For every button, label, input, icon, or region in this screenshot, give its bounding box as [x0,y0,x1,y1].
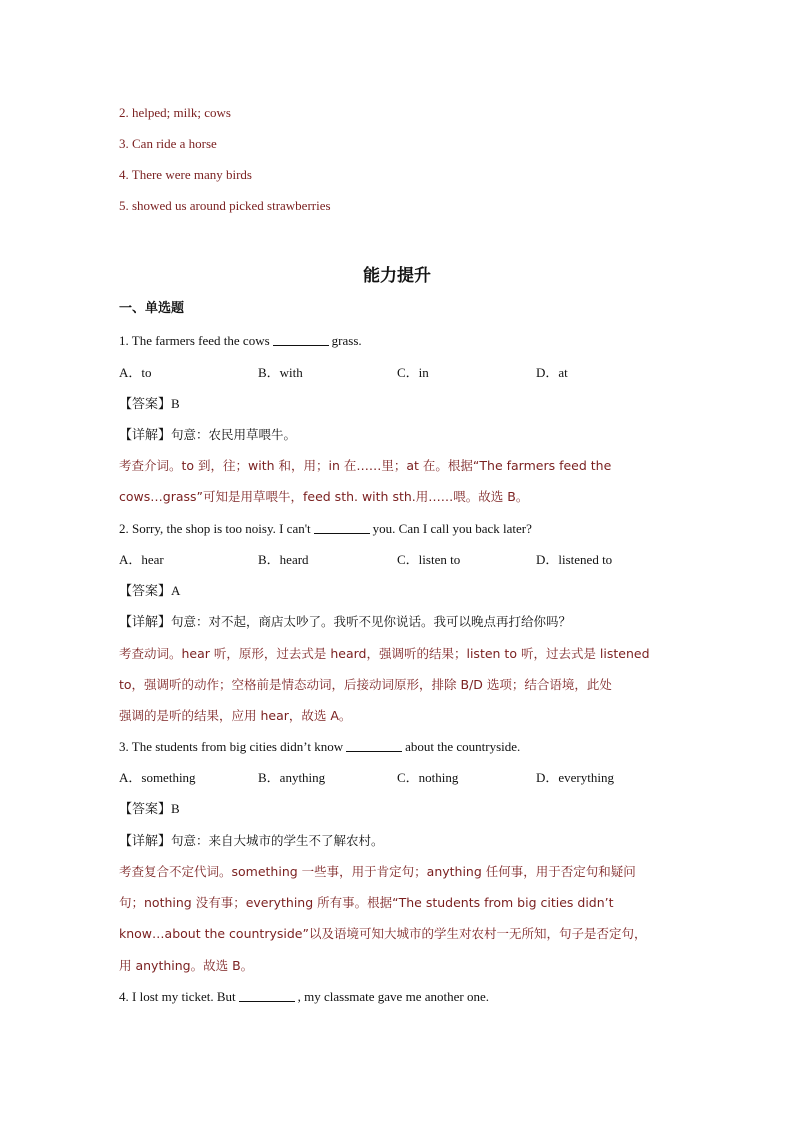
answer-label: 【答案】 [119,397,172,412]
q2-option-c: C．listen to [397,552,461,567]
q3-detail-1: 【详解】句意：来自大城市的学生不了解农村。 [119,833,384,849]
q2-option-a: A．hear [119,552,164,567]
q3-answer: 【答案】B [119,801,180,817]
q2-answer: 【答案】A [119,583,181,599]
question-4-stem: 4. I lost my ticket. But , my classmate gave me another one. [119,989,489,1004]
prev-answer-4: 4. There were many birds [119,167,252,182]
subsection-title: 一、单选题 [119,301,185,316]
detail-label: 【详解】 [119,428,172,443]
q2-detail-2: 考查动词。hear 听，原形，过去式是 heard，强调听的结果；listen to 听，过去式是 listened [119,646,650,661]
question-2-stem: 2. Sorry, the shop is too noisy. I can't you. Can I call you back later? [119,521,532,536]
answer-blank [346,739,402,752]
question-3-stem: 3. The students from big cities didn’t know about the countryside. [119,739,521,754]
q3-detail-3: 句；nothing 没有事；everything 所有事。根据“The students from big cities didn’t [119,895,614,910]
q2-option-d: D．listened to [536,552,613,567]
q3-option-c: C．nothing [397,770,459,785]
q2-detail-4: 强调的是听的结果，应用 hear，故选 A。 [119,708,352,723]
q1-detail-1: 【详解】句意：农民用草喂牛。 [119,427,297,443]
q1-answer: 【答案】B [119,396,180,412]
q1-detail-3: cows…grass”可知是用草喂牛，feed sth. with sth.用……喂。故选 B。 [119,489,529,504]
prev-answer-3: 3. Can ride a horse [119,136,217,151]
answer-blank [239,989,295,1002]
q1-option-a: A．to [119,365,152,380]
q3-option-b: B．anything [258,770,326,785]
prev-answer-5: 5. showed us around picked strawberries [119,198,331,213]
q1-detail-2: 考查介词。to 到，往；with 和，用；in 在……里；at 在。根据“The farmers feed the [119,458,612,473]
q2-option-b: B．heard [258,552,309,567]
q3-detail-4: know…about the countryside”以及语境可知大城市的学生对农村一无所知，句子是否定句， [119,926,647,941]
q2-detail-3: to，强调听的动作；空格前是情态动词，后接动词原形，排除 B/D 选项；结合语境，此处 [119,677,612,692]
detail-label: 【详解】 [119,615,172,630]
q3-detail-2: 考查复合不定代词。something 一些事，用于肯定句；anything 任何事，用于否定句和疑问 [119,864,636,879]
answer-blank [314,521,370,534]
q1-option-b: B．with [258,365,303,380]
section-title: 能力提升 [363,266,431,286]
q3-option-d: D．everything [536,770,614,785]
q3-detail-5: 用 anything。故选 B。 [119,958,254,973]
q1-option-d: D．at [536,365,568,380]
prev-answer-2: 2. helped; milk; cows [119,105,231,120]
q1-option-c: C．in [397,365,429,380]
answer-label: 【答案】 [119,584,172,599]
question-1-stem: 1. The farmers feed the cows grass. [119,333,362,348]
answer-blank [273,333,329,346]
q2-detail-1: 【详解】句意：对不起，商店太吵了。我听不见你说话。我可以晚点再打给你吗？ [119,614,572,630]
q3-option-a: A．something [119,770,196,785]
answer-label: 【答案】 [119,802,172,817]
detail-label: 【详解】 [119,834,172,849]
